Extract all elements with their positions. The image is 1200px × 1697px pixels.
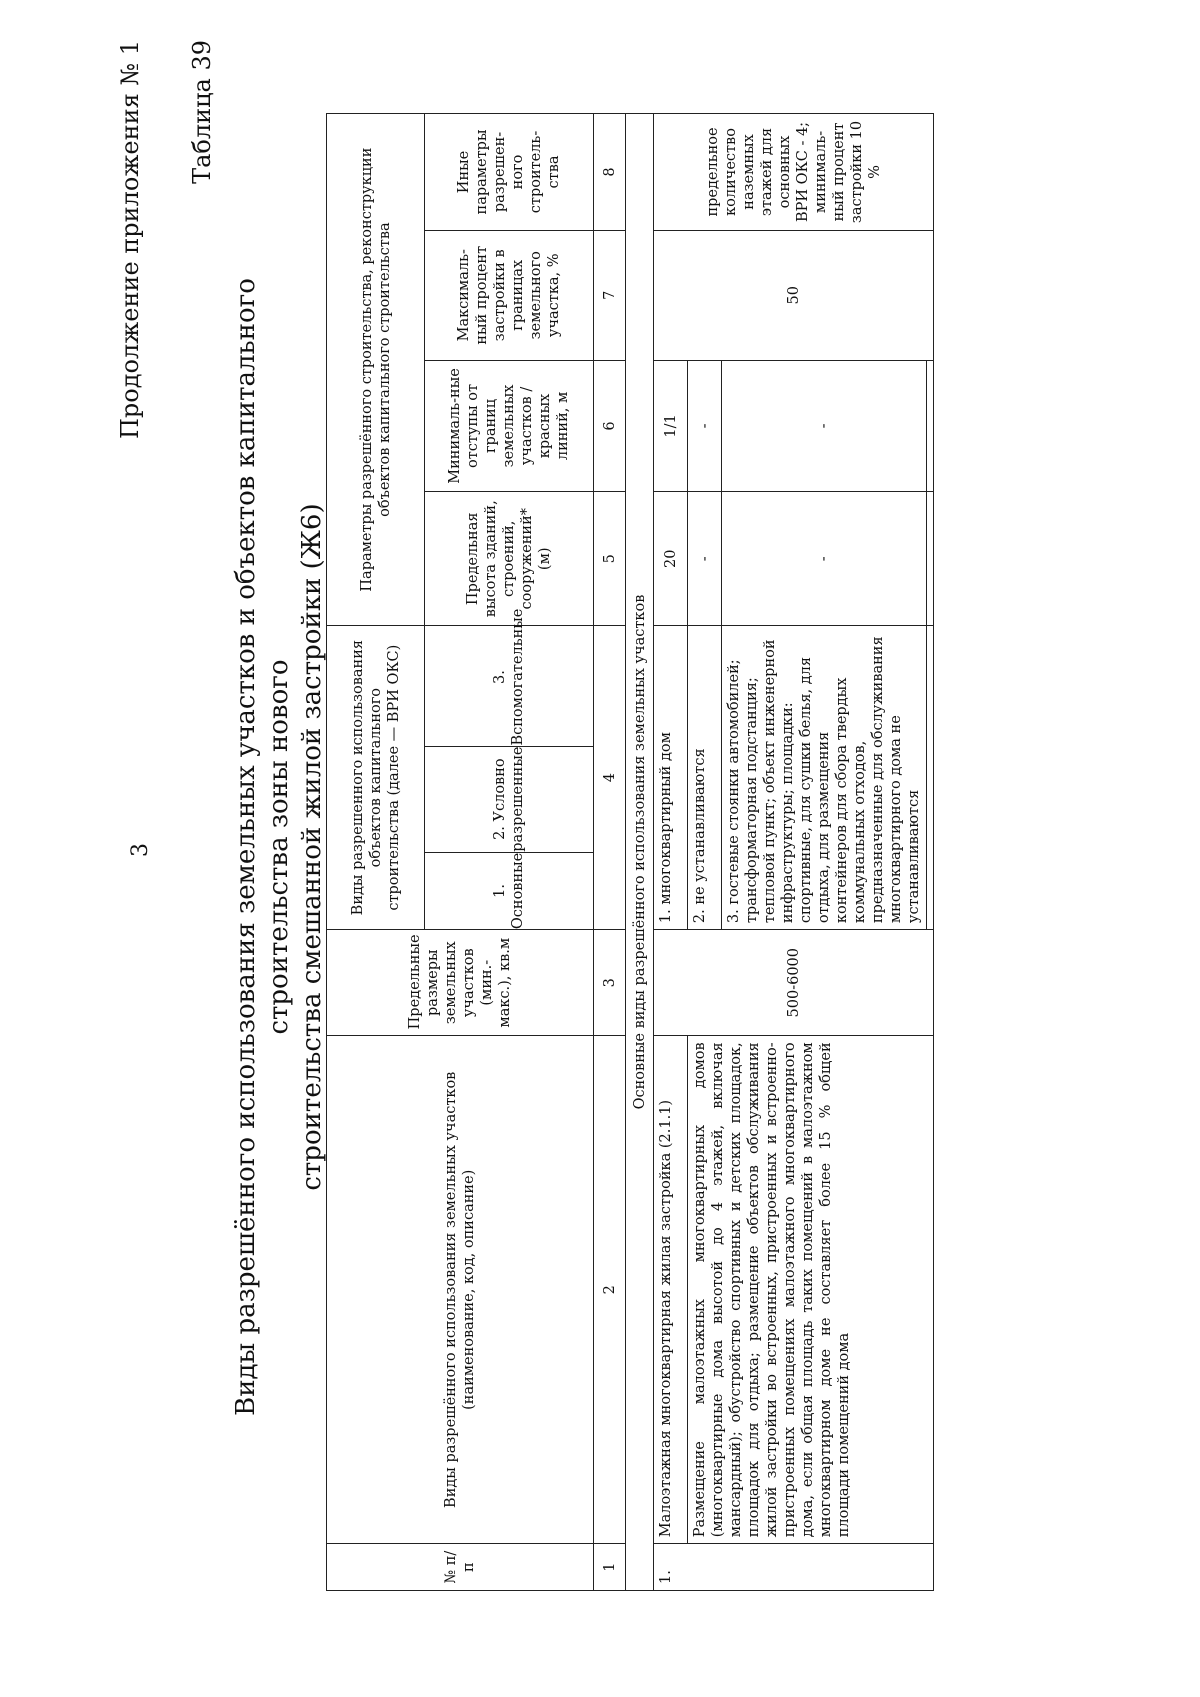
- header-auxiliary: 3. Вспомогательные: [492, 608, 526, 746]
- height-spacer: [927, 492, 934, 626]
- header-num: № п/п: [327, 1544, 594, 1591]
- col-number: 5: [594, 492, 626, 626]
- header-vri-land: Виды разрешённого использования земельных участков (наименование, код, описание): [327, 1036, 594, 1544]
- oks-conditional: 2. не устанавливаются: [688, 626, 722, 930]
- header-vri-oks: Виды разрешенного использования объектов капитального строительства (далее — ВРИ ОКС): [327, 626, 425, 930]
- header-coverage: Максималь-ный процент застройки в границах земельного участка, %: [425, 230, 594, 360]
- height-conditional: -: [688, 492, 722, 626]
- header-conditional: 2. Условно разрешенные: [425, 746, 593, 852]
- header-oks-types: [425, 608, 594, 930]
- col-number: 7: [594, 230, 626, 360]
- setback-auxiliary: -: [722, 360, 927, 492]
- setback-main: 1/1: [654, 360, 688, 492]
- header-other: Иные параметры разрешен-ного строитель-ства: [425, 114, 594, 231]
- title-line-2: строительства смешанной жилой застройки (Ж6): [297, 503, 327, 1191]
- row-sizes: 500-6000: [654, 930, 934, 1036]
- page-number: 3: [128, 843, 153, 857]
- setback-conditional: -: [688, 360, 722, 492]
- column-number-row: [594, 114, 626, 1591]
- col-number: 6: [594, 360, 626, 492]
- appendix-heading: Продолжение приложения № 1: [116, 40, 144, 440]
- header-plot-sizes: Предельные размеры земельных участков (мин.-макс.), кв.м: [327, 930, 594, 1036]
- oks-main: 1. многоквартирный дом: [654, 626, 688, 930]
- col-number: 2: [594, 1036, 626, 1544]
- header-main: 1. Основные: [425, 852, 593, 929]
- height-main: 20: [654, 492, 688, 626]
- header-height: Предельная высота зданий, строений, сооружений* (м): [425, 492, 594, 626]
- col-number: 1: [594, 1544, 626, 1591]
- row-description: Размещение малоэтажных многоквартирных домов (многоквартирные дома высотой до 4 этажей, включая мансардный); обустройство спортивных и детских площадок, площадок для отдыха; размещение объектов обслуживания жилой застройки во встроенных, пристроенных и встроенно-пристроенных помещениях малоэтажного многоквартирного дома, если общая площадь таких помещений в малоэтажном многоквартирном доме не составляет более 15 % общей площади помещений дома: [688, 1036, 934, 1544]
- document-title: [230, 197, 329, 1497]
- table-label: Таблица 39: [188, 40, 216, 184]
- table-row: [654, 114, 688, 1591]
- height-auxiliary: -: [722, 492, 927, 626]
- section-title: Основные виды разрешённого использования земельных участков: [626, 114, 654, 1591]
- row-name: Малоэтажная многоквартирная жилая застройка (2.1.1): [654, 1036, 688, 1544]
- row-other: предельное количество наземных этажей для основных ВРИ ОКС - 4; минималь-ный процент застройки 10 %: [654, 114, 934, 231]
- col-number: 3: [594, 930, 626, 1036]
- setback-spacer: [927, 360, 934, 492]
- zoning-table: [326, 113, 934, 1591]
- col-number: 4: [594, 626, 626, 930]
- title-line-1: Виды разрешённого использования земельных участков и объектов капитального строительства зоны нового: [231, 278, 294, 1416]
- oks-auxiliary: 3. гостевые стоянки автомобилей; трансформаторная подстанция; тепловой пункт; объект инженерной инфраструктуры; площадки: спортивные, для сушки белья, для отдыха, для размещения контейнеров для сбора твердых коммунальных отходов, предназначенные для обслуживания многоквартирного дома не устанавливаются: [722, 626, 927, 930]
- oks-spacer: [927, 626, 934, 930]
- col-number: 8: [594, 114, 626, 231]
- header-params: Параметры разрешённого строительства, реконструкции объектов капитального строительства: [327, 114, 425, 626]
- header-setback: Минималь-ные отступы от границ земельных участков / красных линий, м: [425, 360, 594, 492]
- row-num: 1.: [654, 1544, 934, 1591]
- row-coverage: 50: [654, 230, 934, 360]
